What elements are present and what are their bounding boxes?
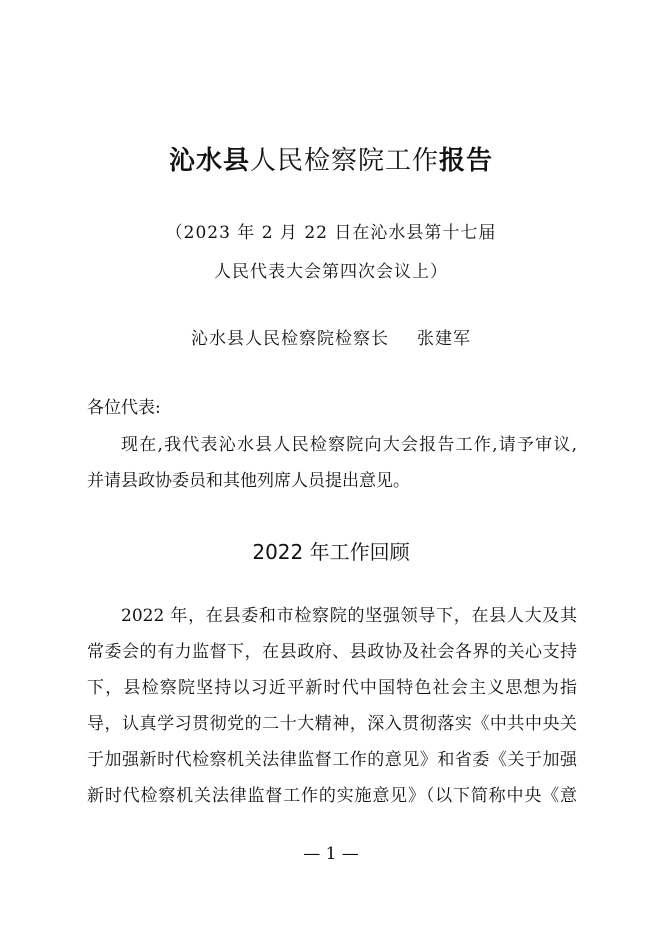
- subtitle-line-1: （2023 年 2 月 22 日在沁水县第十七届: [165, 223, 497, 243]
- report-title: [0, 140, 662, 177]
- title-part-county: 沁水县: [168, 146, 250, 176]
- section-heading: 2022 年工作回顾: [252, 540, 410, 564]
- salutation: 各位代表:: [87, 398, 161, 418]
- author-name: 张建军: [417, 329, 471, 349]
- intro-line-2: 并请县政协委员和其他列席人员提出意见。: [87, 471, 410, 491]
- author-position: 沁水县人民检察院检察长: [191, 329, 389, 349]
- author-line: [0, 324, 662, 349]
- subtitle-line-2: 人民代表大会第四次会议上）: [214, 262, 448, 282]
- title-part-report: 报告: [439, 146, 494, 176]
- body-line-1: 2022 年，在县委和市检察院的坚强领导下，在县人大及其: [121, 606, 577, 626]
- body-line-4: 导，认真学习贯彻党的二十大精神，深入贯彻落实《中共中央关: [87, 714, 577, 734]
- body-line-5: 于加强新时代检察机关法律监督工作的意见》和省委《关于加强: [87, 750, 577, 770]
- body-line-6: 新时代检察机关法律监督工作的实施意见》（以下简称中央《意: [87, 786, 577, 806]
- intro-line-1: 现在,我代表沁水县人民检察院向大会报告工作,请予审议,: [121, 435, 577, 455]
- body-line-3: 下，县检察院坚持以习近平新时代中国特色社会主义思想为指: [87, 678, 577, 698]
- title-part-procuratorate: 人民检察院工作: [249, 146, 439, 176]
- body-line-2: 常委会的有力监督下，在县政府、县政协及社会各界的关心支持: [87, 642, 577, 662]
- page-number: — 1 —: [303, 844, 359, 864]
